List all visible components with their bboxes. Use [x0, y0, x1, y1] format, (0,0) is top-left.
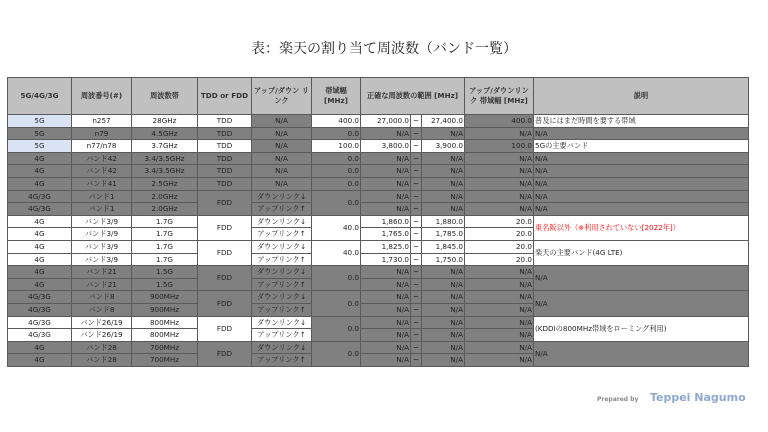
link-cell: アップリンク↑ — [252, 303, 312, 316]
link-bandwidth-cell: N/A — [465, 266, 534, 279]
gen-cell: 4G/3G — [8, 291, 72, 304]
description-cell: N/A — [534, 190, 749, 203]
range-tilde: ~ — [411, 115, 422, 128]
range-tilde: ~ — [411, 165, 422, 178]
band-cell: n79 — [72, 127, 132, 140]
range-from-cell: N/A — [361, 354, 411, 367]
gen-cell: 4G — [8, 266, 72, 279]
freq-cell: 3.4/3.5GHz — [132, 165, 198, 178]
table-row — [8, 152, 749, 165]
header-gen: 5G/4G/3G — [8, 78, 72, 115]
link-bandwidth-cell: 20.0 — [465, 215, 534, 228]
range-from-cell: 1,730.0 — [361, 253, 411, 266]
gen-cell: 4G/3G — [8, 316, 72, 329]
gen-cell: 4G — [8, 215, 72, 228]
gen-cell: 4G — [8, 253, 72, 266]
header-description: 説明 — [534, 78, 749, 115]
range-from-cell: N/A — [361, 127, 411, 140]
credit — [597, 386, 746, 405]
band-cell: バンド8 — [72, 291, 132, 304]
bandwidth-cell: 0.0 — [312, 266, 361, 291]
range-tilde: ~ — [411, 203, 422, 216]
range-tilde: ~ — [411, 215, 422, 228]
duplex-cell: FDD — [198, 215, 252, 240]
range-to-cell: 1,845.0 — [422, 240, 465, 253]
band-cell: バンド42 — [72, 152, 132, 165]
gen-cell: 4G — [8, 228, 72, 241]
range-from-cell: N/A — [361, 329, 411, 342]
credit-name: Teppei Nagumo — [649, 391, 746, 404]
freq-cell: 3.4/3.5GHz — [132, 152, 198, 165]
freq-cell: 900MHz — [132, 303, 198, 316]
band-cell: バンド3/9 — [72, 228, 132, 241]
link-cell: アップリンク↑ — [252, 203, 312, 216]
freq-cell: 800MHz — [132, 329, 198, 342]
table-row — [8, 127, 749, 140]
range-from-cell: N/A — [361, 341, 411, 354]
link-cell: ダウンリンク↓ — [252, 291, 312, 304]
band-cell: バンド3/9 — [72, 253, 132, 266]
gen-cell: 4G — [8, 152, 72, 165]
range-tilde: ~ — [411, 291, 422, 304]
bandwidth-cell: 0.0 — [312, 165, 361, 178]
duplex-cell: FDD — [198, 266, 252, 291]
range-tilde: ~ — [411, 240, 422, 253]
link-bandwidth-cell: N/A — [465, 203, 534, 216]
link-bandwidth-cell: N/A — [465, 316, 534, 329]
range-to-cell: N/A — [422, 303, 465, 316]
range-from-cell: N/A — [361, 316, 411, 329]
link-cell: N/A — [252, 115, 312, 128]
range-from-cell: 1,765.0 — [361, 228, 411, 241]
description-cell: N/A — [534, 177, 749, 190]
gen-cell: 5G — [8, 140, 72, 153]
range-to-cell: N/A — [422, 278, 465, 291]
band-cell: バンド1 — [72, 190, 132, 203]
range-from-cell: 1,860.0 — [361, 215, 411, 228]
gen-cell: 4G/3G — [8, 190, 72, 203]
table-row — [8, 177, 749, 190]
freq-cell: 2.0GHz — [132, 190, 198, 203]
link-cell: ダウンリンク↓ — [252, 240, 312, 253]
freq-cell: 2.0GHz — [132, 203, 198, 216]
range-to-cell: N/A — [422, 127, 465, 140]
range-to-cell: N/A — [422, 203, 465, 216]
band-cell: バンド28 — [72, 341, 132, 354]
range-to-cell: N/A — [422, 329, 465, 342]
link-cell: ダウンリンク↓ — [252, 215, 312, 228]
band-cell: バンド1 — [72, 203, 132, 216]
link-cell: アップリンク↑ — [252, 278, 312, 291]
description-cell: N/A — [534, 203, 749, 216]
link-bandwidth-cell: N/A — [465, 278, 534, 291]
freq-cell: 3.7GHz — [132, 140, 198, 153]
header-link: アップ/ダウン リンク — [252, 78, 312, 115]
range-from-cell: N/A — [361, 291, 411, 304]
duplex-cell: TDD — [198, 127, 252, 140]
freq-cell: 700MHz — [132, 341, 198, 354]
range-tilde: ~ — [411, 329, 422, 342]
gen-cell: 4G — [8, 341, 72, 354]
bandwidth-cell: 0.0 — [312, 190, 361, 215]
link-cell: N/A — [252, 177, 312, 190]
range-from-cell: 3,800.0 — [361, 140, 411, 153]
range-from-cell: N/A — [361, 165, 411, 178]
link-cell: N/A — [252, 152, 312, 165]
range-to-cell: 1,750.0 — [422, 253, 465, 266]
range-to-cell: N/A — [422, 190, 465, 203]
table-row — [8, 190, 749, 203]
table-row — [8, 266, 749, 279]
band-cell: バンド21 — [72, 266, 132, 279]
header-row — [8, 78, 749, 115]
link-bandwidth-cell: 100.0 — [465, 140, 534, 153]
range-from-cell: N/A — [361, 177, 411, 190]
range-to-cell: N/A — [422, 177, 465, 190]
link-cell: N/A — [252, 140, 312, 153]
freq-cell: 1.5G — [132, 278, 198, 291]
link-bandwidth-cell: 20.0 — [465, 228, 534, 241]
gen-cell: 4G — [8, 354, 72, 367]
range-from-cell: N/A — [361, 152, 411, 165]
gen-cell: 4G — [8, 177, 72, 190]
range-tilde: ~ — [411, 341, 422, 354]
freq-cell: 2.5GHz — [132, 177, 198, 190]
bandwidth-cell: 400.0 — [312, 115, 361, 128]
range-tilde: ~ — [411, 354, 422, 367]
range-from-cell: 27,000.0 — [361, 115, 411, 128]
duplex-cell: FDD — [198, 190, 252, 215]
gen-cell: 4G — [8, 165, 72, 178]
range-tilde: ~ — [411, 177, 422, 190]
bandwidth-cell: 0.0 — [312, 341, 361, 366]
link-bandwidth-cell: N/A — [465, 127, 534, 140]
freq-cell: 900MHz — [132, 291, 198, 304]
description-cell: 楽天の主要バンド(4G LTE) — [534, 240, 749, 265]
link-bandwidth-cell: 400.0 — [465, 115, 534, 128]
table-row — [8, 341, 749, 354]
table-row — [8, 165, 749, 178]
bandwidth-cell: 0.0 — [312, 127, 361, 140]
freq-cell: 4.5GHz — [132, 127, 198, 140]
duplex-cell: FDD — [198, 316, 252, 341]
range-to-cell: 27,400.0 — [422, 115, 465, 128]
band-cell: バンド3/9 — [72, 215, 132, 228]
description-cell: N/A — [534, 127, 749, 140]
bandwidth-cell: 0.0 — [312, 316, 361, 341]
link-cell: N/A — [252, 127, 312, 140]
range-from-cell: N/A — [361, 303, 411, 316]
range-to-cell: N/A — [422, 354, 465, 367]
gen-cell: 4G/3G — [8, 329, 72, 342]
range-to-cell: N/A — [422, 152, 465, 165]
bandwidth-cell: 40.0 — [312, 240, 361, 265]
description-cell: N/A — [534, 165, 749, 178]
bandwidth-cell: 0.0 — [312, 152, 361, 165]
range-tilde: ~ — [411, 190, 422, 203]
table-row — [8, 140, 749, 153]
range-tilde: ~ — [411, 316, 422, 329]
duplex-cell: TDD — [198, 115, 252, 128]
band-cell: バンド26/19 — [72, 329, 132, 342]
band-cell: バンド41 — [72, 177, 132, 190]
duplex-cell: FDD — [198, 240, 252, 265]
range-tilde: ~ — [411, 127, 422, 140]
description-cell: 5Gの主要バンド — [534, 140, 749, 153]
header-link-bandwidth: アップ/ダウンリンク 帯域幅 [MHz] — [465, 78, 534, 115]
band-cell: バンド26/19 — [72, 316, 132, 329]
header-duplex: TDD or FDD — [198, 78, 252, 115]
link-cell: アップリンク↑ — [252, 354, 312, 367]
gen-cell: 5G — [8, 115, 72, 128]
link-bandwidth-cell: 20.0 — [465, 240, 534, 253]
description-cell: N/A — [534, 266, 749, 291]
freq-cell: 1.7G — [132, 240, 198, 253]
range-to-cell: N/A — [422, 291, 465, 304]
link-bandwidth-cell: N/A — [465, 190, 534, 203]
table-row — [8, 291, 749, 304]
link-bandwidth-cell: N/A — [465, 152, 534, 165]
band-cell: バンド3/9 — [72, 240, 132, 253]
duplex-cell: FDD — [198, 291, 252, 316]
band-cell: バンド28 — [72, 354, 132, 367]
bandwidth-cell: 0.0 — [312, 291, 361, 316]
band-table — [7, 77, 749, 367]
link-bandwidth-cell: N/A — [465, 329, 534, 342]
header-range: 正確な周波数の範囲 [MHz] — [361, 78, 465, 115]
band-cell: n257 — [72, 115, 132, 128]
link-bandwidth-cell: N/A — [465, 303, 534, 316]
table-row — [8, 240, 749, 253]
range-tilde: ~ — [411, 253, 422, 266]
range-from-cell: N/A — [361, 266, 411, 279]
freq-cell: 28GHz — [132, 115, 198, 128]
gen-cell: 4G/3G — [8, 203, 72, 216]
link-cell: アップリンク↑ — [252, 329, 312, 342]
description-cell: N/A — [534, 341, 749, 366]
table-row — [8, 215, 749, 228]
range-to-cell: 3,900.0 — [422, 140, 465, 153]
range-tilde: ~ — [411, 266, 422, 279]
link-cell: ダウンリンク↓ — [252, 190, 312, 203]
freq-cell: 800MHz — [132, 316, 198, 329]
band-cell: n77/n78 — [72, 140, 132, 153]
page-title: 表：楽天の割り当て周波数（バンド一覧） — [251, 41, 517, 57]
duplex-cell: FDD — [198, 341, 252, 366]
gen-cell: 4G — [8, 240, 72, 253]
gen-cell: 4G — [8, 278, 72, 291]
description-cell: N/A — [534, 291, 749, 316]
freq-cell: 1.7G — [132, 215, 198, 228]
link-cell: アップリンク↑ — [252, 228, 312, 241]
link-bandwidth-cell: 20.0 — [465, 253, 534, 266]
range-tilde: ~ — [411, 278, 422, 291]
link-cell: N/A — [252, 165, 312, 178]
range-to-cell: 1,785.0 — [422, 228, 465, 241]
bandwidth-cell: 0.0 — [312, 177, 361, 190]
range-from-cell: N/A — [361, 190, 411, 203]
band-cell: バンド21 — [72, 278, 132, 291]
link-cell: ダウンリンク↓ — [252, 341, 312, 354]
range-to-cell: N/A — [422, 316, 465, 329]
freq-cell: 1.7G — [132, 253, 198, 266]
link-cell: ダウンリンク↓ — [252, 316, 312, 329]
link-bandwidth-cell: N/A — [465, 341, 534, 354]
link-cell: ダウンリンク↓ — [252, 266, 312, 279]
bandwidth-cell: 40.0 — [312, 215, 361, 240]
duplex-cell: TDD — [198, 165, 252, 178]
duplex-cell: TDD — [198, 140, 252, 153]
description-cell: N/A — [534, 152, 749, 165]
range-to-cell: 1,880.0 — [422, 215, 465, 228]
link-bandwidth-cell: N/A — [465, 165, 534, 178]
duplex-cell: TDD — [198, 152, 252, 165]
header-bandwidth: 帯域幅 [MHz] — [312, 78, 361, 115]
bandwidth-cell: 100.0 — [312, 140, 361, 153]
credit-prefix: Prepared by — [597, 396, 639, 403]
description-cell: 東名阪以外（※利用されていない[2022年]） — [534, 215, 749, 240]
freq-cell: 1.5G — [132, 266, 198, 279]
range-from-cell: 1,825.0 — [361, 240, 411, 253]
description-cell: 普及にはまだ時間を要する帯域 — [534, 115, 749, 128]
gen-cell: 5G — [8, 127, 72, 140]
range-tilde: ~ — [411, 152, 422, 165]
link-bandwidth-cell: N/A — [465, 354, 534, 367]
link-cell: アップリンク↑ — [252, 253, 312, 266]
range-to-cell: N/A — [422, 165, 465, 178]
range-tilde: ~ — [411, 228, 422, 241]
duplex-cell: TDD — [198, 177, 252, 190]
range-from-cell: N/A — [361, 278, 411, 291]
range-from-cell: N/A — [361, 203, 411, 216]
range-tilde: ~ — [411, 140, 422, 153]
band-cell: バンド8 — [72, 303, 132, 316]
freq-cell: 700MHz — [132, 354, 198, 367]
band-cell: バンド42 — [72, 165, 132, 178]
table-row — [8, 115, 749, 128]
table-row — [8, 316, 749, 329]
freq-cell: 1.7G — [132, 228, 198, 241]
link-bandwidth-cell: N/A — [465, 177, 534, 190]
table-row — [8, 203, 749, 216]
gen-cell: 4G/3G — [8, 303, 72, 316]
range-to-cell: N/A — [422, 266, 465, 279]
range-to-cell: N/A — [422, 341, 465, 354]
header-band: 周波番号(#) — [72, 78, 132, 115]
link-bandwidth-cell: N/A — [465, 291, 534, 304]
description-cell: (KDDIの800MHz帯域をローミング利用) — [534, 316, 749, 341]
header-freq: 周波数帯 — [132, 78, 198, 115]
range-tilde: ~ — [411, 303, 422, 316]
